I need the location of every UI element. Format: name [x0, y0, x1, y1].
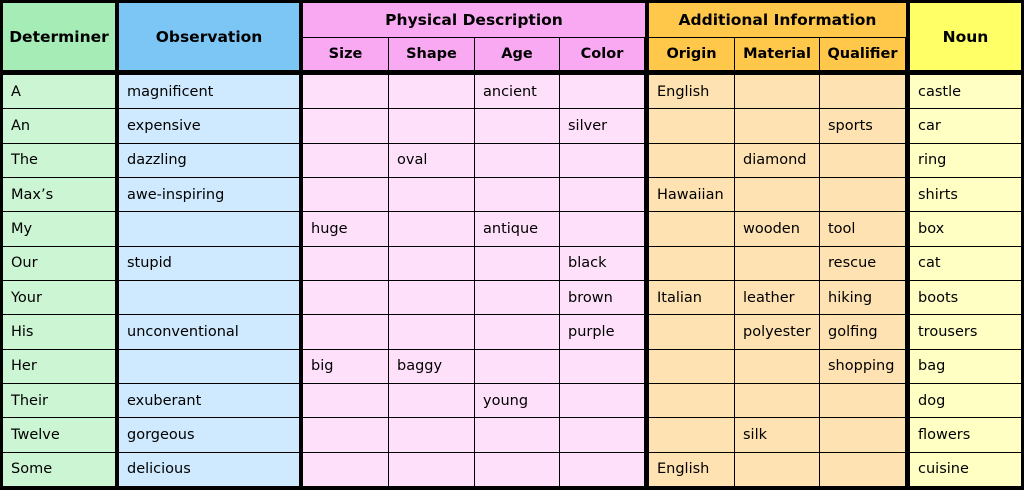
- qualifier-cell: [820, 75, 905, 108]
- noun-cell: bag: [910, 350, 1021, 383]
- qualifier-cell: [820, 384, 905, 417]
- noun-header: Noun: [910, 3, 1021, 70]
- additional-group-header: Additional Information: [649, 3, 906, 37]
- shape-cell: [389, 247, 474, 280]
- qualifier-cell: shopping: [820, 350, 905, 383]
- origin-cell: [649, 212, 734, 245]
- observation-cell: unconventional: [119, 315, 299, 348]
- observation-cell: expensive: [119, 109, 299, 142]
- noun-cell: ring: [910, 144, 1021, 177]
- size-cell: [303, 453, 388, 486]
- size-cell: [303, 315, 388, 348]
- color-cell: [560, 418, 644, 451]
- qualifier-cell: tool: [820, 212, 905, 245]
- size-cell: big: [303, 350, 388, 383]
- color-cell: [560, 350, 644, 383]
- size-header: Size: [303, 38, 388, 70]
- qualifier-cell: rescue: [820, 247, 905, 280]
- age-cell: [475, 281, 559, 314]
- origin-cell: Italian: [649, 281, 734, 314]
- size-cell: [303, 418, 388, 451]
- determiner-cell: Her: [3, 350, 115, 383]
- origin-cell: [649, 418, 734, 451]
- material-cell: polyester: [735, 315, 819, 348]
- qualifier-cell: sports: [820, 109, 905, 142]
- observation-cell: gorgeous: [119, 418, 299, 451]
- material-cell: leather: [735, 281, 819, 314]
- color-cell: [560, 212, 644, 245]
- shape-cell: [389, 178, 474, 211]
- age-cell: young: [475, 384, 559, 417]
- determiner-cell: An: [3, 109, 115, 142]
- origin-cell: [649, 109, 734, 142]
- origin-header: Origin: [649, 38, 734, 70]
- noun-cell: box: [910, 212, 1021, 245]
- noun-cell: trousers: [910, 315, 1021, 348]
- determiner-cell: A: [3, 75, 115, 108]
- shape-header: Shape: [389, 38, 474, 70]
- qualifier-cell: [820, 418, 905, 451]
- origin-cell: Hawaiian: [649, 178, 734, 211]
- shape-cell: [389, 453, 474, 486]
- observation-cell: awe-inspiring: [119, 178, 299, 211]
- noun-cell: flowers: [910, 418, 1021, 451]
- shape-cell: oval: [389, 144, 474, 177]
- age-cell: [475, 453, 559, 486]
- qualifier-header: Qualifier: [820, 38, 905, 70]
- origin-cell: [649, 144, 734, 177]
- observation-cell: magnificent: [119, 75, 299, 108]
- qualifier-cell: [820, 144, 905, 177]
- noun-cell: cuisine: [910, 453, 1021, 486]
- age-cell: [475, 178, 559, 211]
- age-header: Age: [475, 38, 559, 70]
- color-cell: brown: [560, 281, 644, 314]
- size-cell: [303, 247, 388, 280]
- observation-cell: [119, 281, 299, 314]
- color-cell: [560, 453, 644, 486]
- color-cell: [560, 75, 644, 108]
- origin-cell: [649, 247, 734, 280]
- age-cell: [475, 144, 559, 177]
- material-header: Material: [735, 38, 819, 70]
- age-cell: antique: [475, 212, 559, 245]
- material-cell: silk: [735, 418, 819, 451]
- observation-cell: [119, 350, 299, 383]
- determiner-cell: My: [3, 212, 115, 245]
- noun-cell: castle: [910, 75, 1021, 108]
- shape-cell: baggy: [389, 350, 474, 383]
- observation-cell: dazzling: [119, 144, 299, 177]
- age-cell: [475, 418, 559, 451]
- observation-cell: stupid: [119, 247, 299, 280]
- origin-cell: English: [649, 453, 734, 486]
- shape-cell: [389, 109, 474, 142]
- shape-cell: [389, 418, 474, 451]
- shape-cell: [389, 281, 474, 314]
- color-header: Color: [560, 38, 644, 70]
- qualifier-cell: [820, 453, 905, 486]
- size-cell: [303, 109, 388, 142]
- origin-cell: [649, 384, 734, 417]
- color-cell: [560, 144, 644, 177]
- observation-cell: [119, 212, 299, 245]
- color-cell: purple: [560, 315, 644, 348]
- determiner-cell: Your: [3, 281, 115, 314]
- color-cell: silver: [560, 109, 644, 142]
- material-cell: [735, 350, 819, 383]
- determiner-cell: His: [3, 315, 115, 348]
- observation-cell: exuberant: [119, 384, 299, 417]
- origin-cell: [649, 350, 734, 383]
- age-cell: ancient: [475, 75, 559, 108]
- material-cell: [735, 247, 819, 280]
- age-cell: [475, 109, 559, 142]
- shape-cell: [389, 315, 474, 348]
- size-cell: [303, 75, 388, 108]
- color-cell: black: [560, 247, 644, 280]
- determiner-cell: The: [3, 144, 115, 177]
- qualifier-cell: golfing: [820, 315, 905, 348]
- size-cell: [303, 384, 388, 417]
- shape-cell: [389, 75, 474, 108]
- qualifier-cell: hiking: [820, 281, 905, 314]
- determiner-header: Determiner: [3, 3, 115, 70]
- age-cell: [475, 315, 559, 348]
- material-cell: [735, 178, 819, 211]
- material-cell: [735, 384, 819, 417]
- material-cell: [735, 109, 819, 142]
- material-cell: wooden: [735, 212, 819, 245]
- determiner-cell: Their: [3, 384, 115, 417]
- age-cell: [475, 350, 559, 383]
- color-cell: [560, 178, 644, 211]
- noun-cell: dog: [910, 384, 1021, 417]
- material-cell: [735, 75, 819, 108]
- shape-cell: [389, 384, 474, 417]
- color-cell: [560, 384, 644, 417]
- shape-cell: [389, 212, 474, 245]
- determiner-cell: Our: [3, 247, 115, 280]
- observation-header: Observation: [119, 3, 299, 70]
- determiner-cell: Twelve: [3, 418, 115, 451]
- noun-cell: car: [910, 109, 1021, 142]
- size-cell: [303, 178, 388, 211]
- size-cell: [303, 281, 388, 314]
- age-cell: [475, 247, 559, 280]
- noun-cell: cat: [910, 247, 1021, 280]
- material-cell: [735, 453, 819, 486]
- origin-cell: English: [649, 75, 734, 108]
- material-cell: diamond: [735, 144, 819, 177]
- size-cell: [303, 144, 388, 177]
- determiner-cell: Max’s: [3, 178, 115, 211]
- observation-cell: delicious: [119, 453, 299, 486]
- qualifier-cell: [820, 178, 905, 211]
- physical-group-header: Physical Description: [303, 3, 645, 37]
- noun-cell: boots: [910, 281, 1021, 314]
- size-cell: huge: [303, 212, 388, 245]
- determiner-cell: Some: [3, 453, 115, 486]
- origin-cell: [649, 315, 734, 348]
- noun-cell: shirts: [910, 178, 1021, 211]
